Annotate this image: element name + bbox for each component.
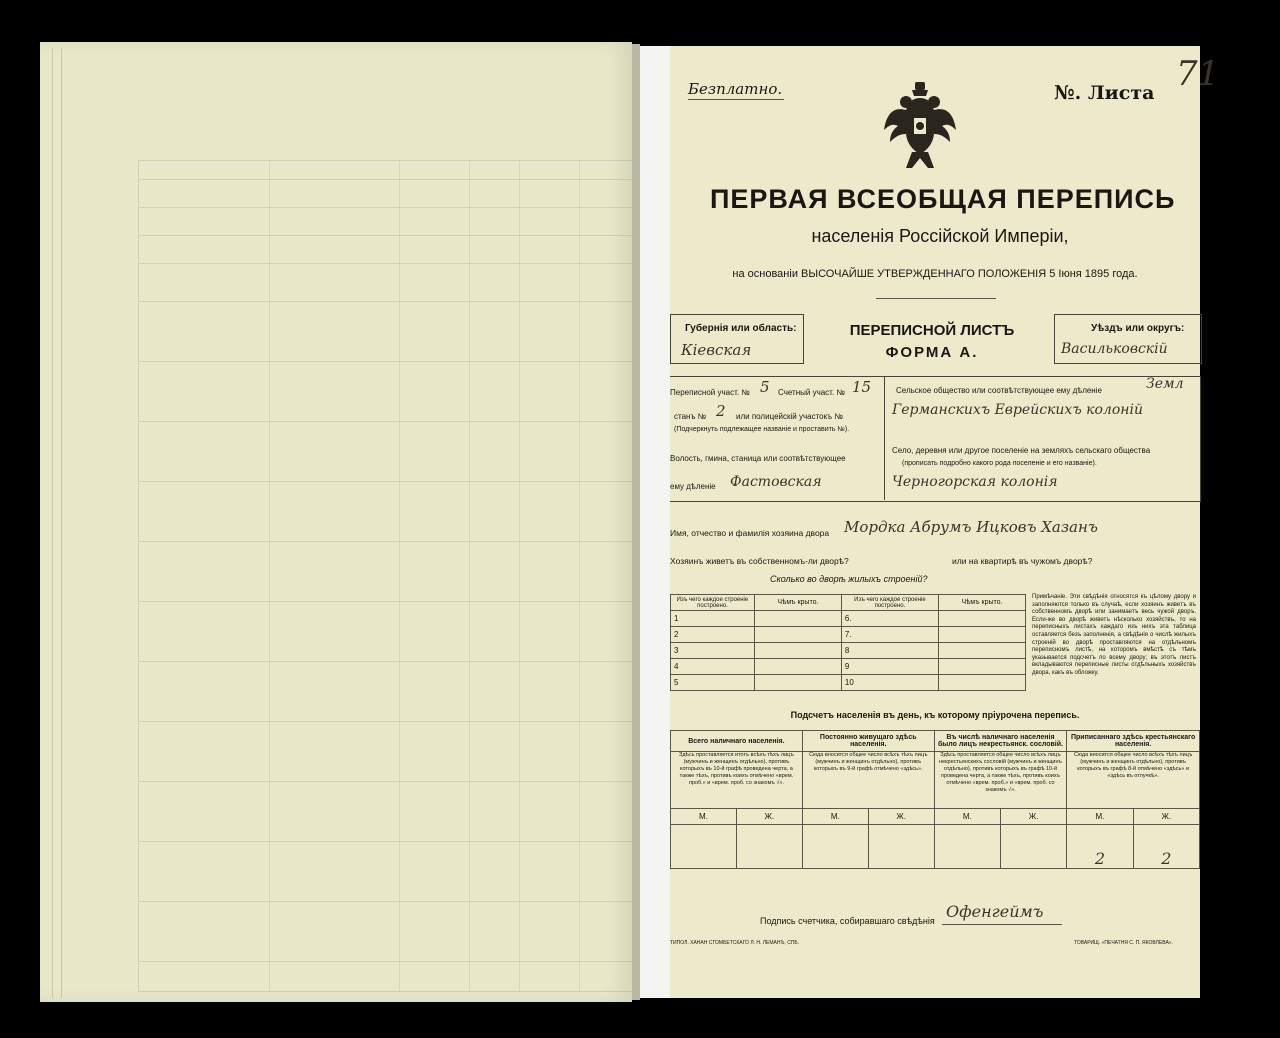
book-gutter <box>632 44 640 1000</box>
uezd-label: Уѣздъ или округъ: <box>1091 323 1185 334</box>
binding-tape <box>640 46 670 998</box>
form-subtitle: ФОРМА А. <box>885 344 979 361</box>
volost-value: Фастовская <box>730 474 822 490</box>
uezd-value: Васильковскій <box>1061 341 1168 357</box>
sheet-number-hand: 71 <box>1176 54 1220 94</box>
buildings-table <box>670 594 1026 691</box>
col-built-of: Изъ чего каждое строеніе построено. <box>671 595 755 611</box>
table-row: 3 8 <box>671 643 1026 659</box>
obshchestvo-label: Сельское общество или соотвѣтствующее ему дѣленіе <box>896 386 1102 395</box>
owner-lives-label: Хозяинъ живетъ въ собственномъ-ли дворѣ? <box>670 556 849 566</box>
schetny-label: Счетный участ. № <box>778 388 845 397</box>
census-main-title: ПЕРВАЯ ВСЕОБЩАЯ ПЕРЕПИСЬ <box>710 184 1176 214</box>
peasant-male-count: 2 <box>1067 825 1133 869</box>
signature-value: Офенгеймъ <box>946 902 1044 921</box>
table-row: 1 6. <box>671 611 1026 627</box>
gubernia-box <box>670 314 804 364</box>
signature-label: Подпись счетчика, собиравшаго свѣдѣнія <box>760 916 935 926</box>
stan-value: 2 <box>716 402 726 420</box>
police-label: или полицейскій участокъ № <box>736 412 843 421</box>
selo-note: (прописать подробно какого рода поселеніе и его названіе). <box>902 460 1097 467</box>
form-title: ПЕРЕПИСНОЙ ЛИСТЪ <box>849 322 1015 339</box>
printer-right: ТОВАРИЩ. «ПЕЧАТНЯ С. П. ЯКОВЛЕВА». <box>1074 940 1173 946</box>
gubernia-value: Кіевская <box>681 341 752 359</box>
stan-label: станъ № <box>674 412 707 421</box>
obshchestvo-value-2: Германскихъ Еврейскихъ колоній <box>892 402 1143 418</box>
peasant-female-count: 2 <box>1133 825 1199 869</box>
col-built-of-2: Изъ чего каждое строеніе построено. <box>841 595 938 611</box>
owner-value: Мордка Абрумъ Ицковъ Хазанъ <box>844 518 1098 536</box>
double-headed-eagle-icon <box>882 80 958 172</box>
police-note: (Подчеркнуть подлежащее названіе и проставить №). <box>674 426 850 433</box>
left-page <box>40 42 632 1002</box>
table-row: 4 9 <box>671 659 1026 675</box>
table-row: 2 7. <box>671 627 1026 643</box>
selo-label: Село, деревня или другое поселеніе на земляхъ сельскаго общества <box>892 446 1151 455</box>
owner-label: Имя, отчество и фамилія хозяина двора <box>670 528 830 538</box>
summary-table: Всего наличнаго населенія. Постоянно живущаго здѣсь населенія. Въ числѣ наличнаго населенія было лицъ некрестьянск. сословій. Приписаннаго здѣсь крестьянскаго населенія. Здѣсь проставляется итогъ всѣхъ тѣхъ лицъ (мужчинъ и женщинъ отдѣльно), противъ которыхъ въ 10-й графѣ проведена черта, а также тѣхъ, противъ коихъ отмѣчено «врем. проб.» и «врем. проб. со знакомъ √». Сюда вносится общее число всѣхъ тѣхъ лицъ (мужчинъ и женщинъ отдѣльно), противъ которыхъ въ 9-й графѣ отмѣчено «здѣсь». Здѣсь проставляется общее число всѣхъ лицъ некрестьянскихъ сословій (мужчинъ и женщинъ отдѣльно), противъ которыхъ въ графѣ 10-й проведена черта, а также тѣхъ, противъ коихъ отмѣчено «врем. проб.» и «врем. проб. со знакомъ √». Сюда вносится общее число всѣхъ тѣхъ лицъ (мужчинъ и женщинъ отдѣльно), противъ которыхъ въ графѣ 8-й отмѣчено «здѣсь» и «здѣсь въ отлучкѣ». М. Ж. М. Ж. М. Ж. М. Ж. 2 2 <box>670 730 1200 869</box>
obshchestvo-value: Земл <box>1146 376 1184 392</box>
page-stack-edge <box>52 48 62 998</box>
bleed-through-grid <box>138 160 640 992</box>
uchastok-label: Переписной участ. № <box>670 388 750 397</box>
volost-label-2: ему дѣленіе <box>670 482 716 491</box>
buildings-question: Сколько во дворѣ жилыхъ строеній? <box>770 574 928 584</box>
schetny-value: 15 <box>852 378 872 396</box>
volost-label: Волость, гмина, станица или соотвѣтствующее <box>670 454 846 463</box>
summary-title: Подсчетъ населенія въ день, къ которому пріурочена перепись. <box>790 710 1080 720</box>
selo-value: Черногорская колонія <box>892 474 1058 490</box>
census-basis: на основаніи ВЫСОЧАЙШЕ УТВЕРЖДЕННАГО ПОЛОЖЕНІЯ 5 Іюня 1895 года. <box>732 268 1138 280</box>
uezd-box <box>1054 314 1202 364</box>
sheet-number-label: №. Листа <box>1054 82 1155 104</box>
table-row: 5 10 <box>671 675 1026 691</box>
census-form-page <box>670 46 1220 998</box>
free-label: Безплатно. <box>688 80 783 98</box>
buildings-note: Примѣчаніе. Эти свѣдѣнія относятся къ цѣлому двору и заполняются только въ случаѣ, если хозяинъ живетъ въ собственномъ дворѣ или занимаетъ весь чужой дворъ. Если-же во дворѣ живетъ нѣсколько хозяйствъ, то на переписныхъ листахъ каждаго изъ нихъ эта таблица оставляется безъ заполненія, а свѣдѣнія о числѣ жилыхъ строеній во дворѣ проставляются на отдѣльномъ переписномъ листѣ, на которомъ вмѣстѣ съ тѣмъ указывается подсчетъ по всему двору; въ этотъ листъ вкладываются переписные листы отдѣльныхъ хозяйствъ двора, какъ въ обложку. <box>1032 594 1196 676</box>
printer-left: ТИПОЛ. ХАНАН СТОМБЕТСКАГО Л. Н. ЛЕМАНЪ, СПБ. <box>670 940 800 946</box>
or-apartment-label: или на квартирѣ въ чужомъ дворѣ? <box>952 556 1093 566</box>
census-subtitle: населенія Россійской Имперіи, <box>811 226 1069 246</box>
col-roofed-2: Чѣмъ крыто. <box>938 595 1025 611</box>
gubernia-label: Губернія или область: <box>685 323 797 334</box>
uchastok-value: 5 <box>760 378 770 396</box>
col-roofed: Чѣмъ крыто. <box>754 595 841 611</box>
